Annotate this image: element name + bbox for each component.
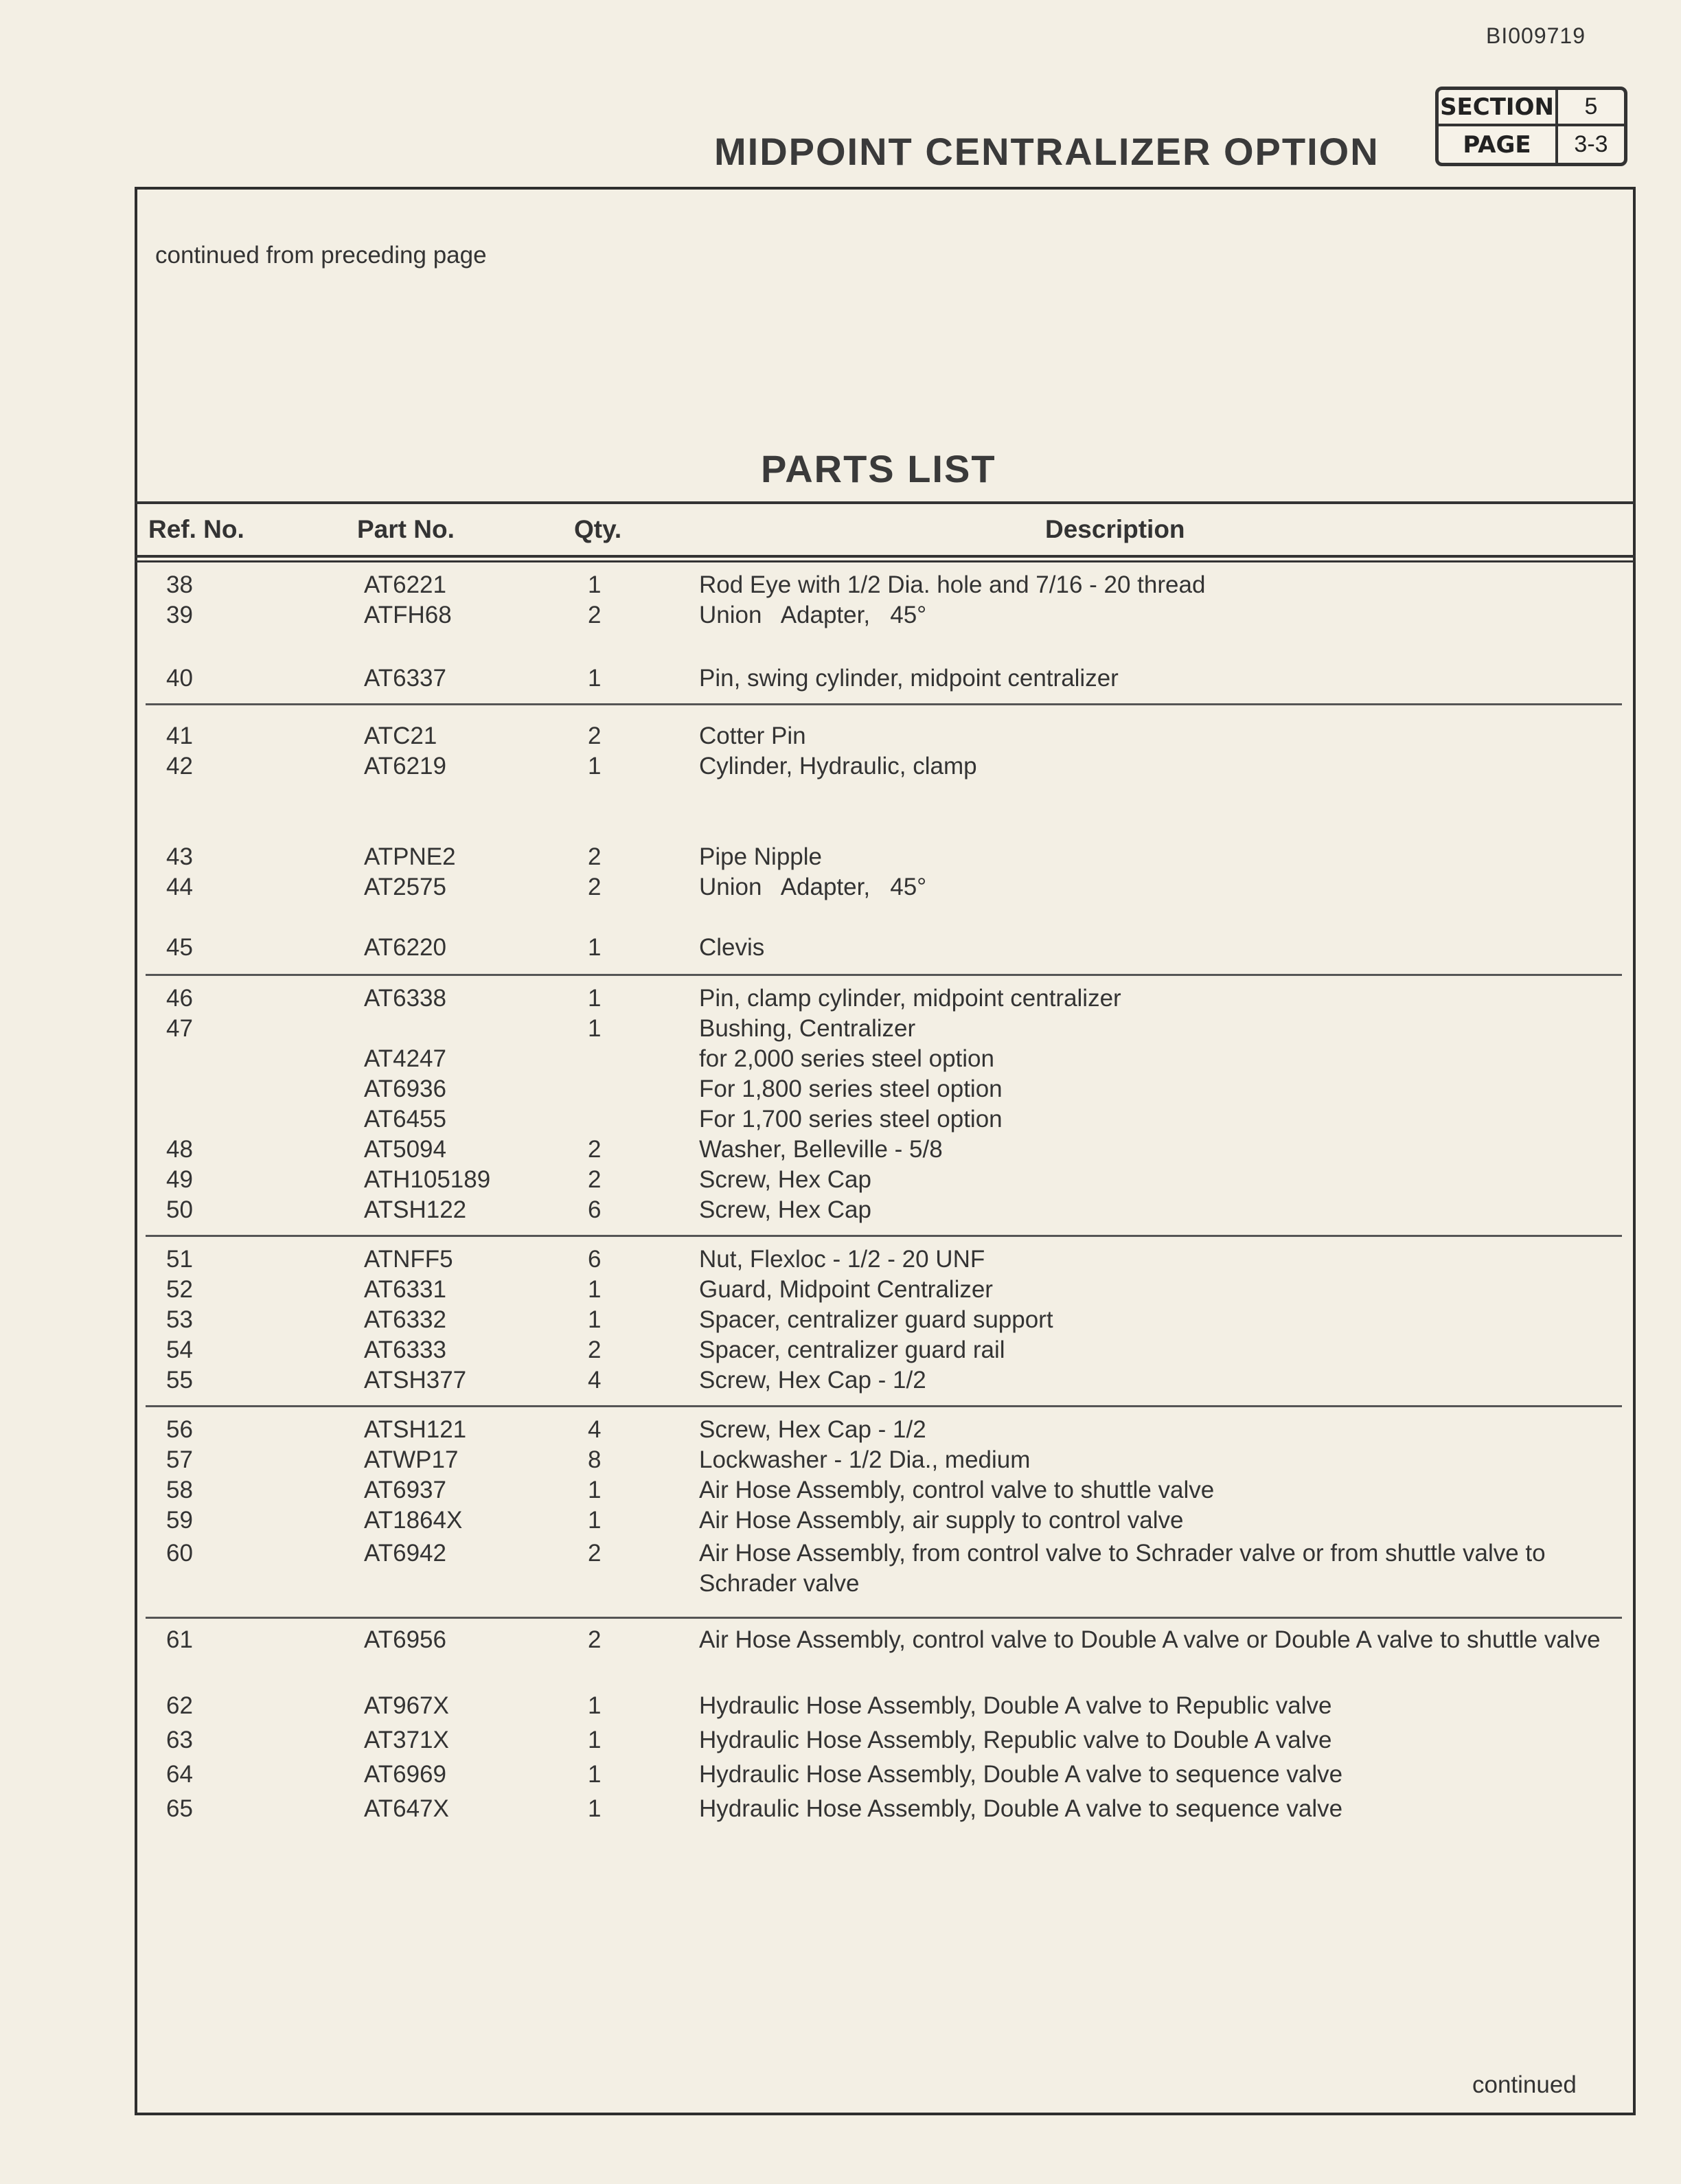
qty: 8 [588,1446,602,1473]
qty: 1 [588,571,602,598]
ref-no: 43 [166,843,193,870]
ref-no: 54 [166,1336,193,1363]
part-no: AT371X [364,1727,449,1753]
description: Spacer, centralizer guard support [699,1306,1053,1333]
ref-no: 38 [166,571,193,598]
description: Screw, Hex Cap - 1/2 [699,1367,926,1394]
page-value: 3-3 [1574,131,1608,157]
group-divider [146,974,1622,976]
ref-no: 47 [166,1015,193,1042]
part-no: AT4247 [364,1045,446,1072]
description: Pin, clamp cylinder, midpoint centralizer [699,985,1121,1012]
part-no: AT6333 [364,1336,446,1363]
qty: 1 [588,985,602,1012]
description: Cotter Pin [699,723,806,749]
qty: 1 [588,665,602,692]
group-divider [146,1617,1622,1619]
part-no: AT1864X [364,1507,463,1534]
part-no: AT6331 [364,1276,446,1303]
description: Screw, Hex Cap [699,1196,871,1223]
qty: 2 [588,1626,602,1653]
qty: 2 [588,1336,602,1363]
ref-no: 39 [166,602,193,628]
ref-no: 45 [166,934,193,961]
part-no: ATNFF5 [364,1246,453,1273]
description: Union Adapter, 45° [699,874,927,900]
qty: 1 [588,1306,602,1333]
ref-no: 44 [166,874,193,900]
ref-no: 56 [166,1416,193,1443]
ref-no: 55 [166,1367,193,1394]
ref-no: 62 [166,1692,193,1719]
part-no: AT6937 [364,1477,446,1503]
ref-no: 59 [166,1507,193,1534]
ref-no: 51 [166,1246,193,1273]
part-no: ATFH68 [364,602,452,628]
qty: 6 [588,1246,602,1273]
qty: 2 [588,1166,602,1193]
ref-no: 57 [166,1446,193,1473]
qty: 2 [588,843,602,870]
description: Clevis [699,934,765,961]
part-no: ATC21 [364,723,437,749]
description: Hydraulic Hose Assembly, Double A valve to Republic valve [699,1692,1332,1719]
description: for 2,000 series steel option [699,1045,994,1072]
description: Nut, Flexloc - 1/2 - 20 UNF [699,1246,985,1273]
qty: 6 [588,1196,602,1223]
ref-no: 53 [166,1306,193,1333]
part-no: ATWP17 [364,1446,459,1473]
description: For 1,700 series steel option [699,1106,1003,1133]
qty: 1 [588,934,602,961]
ref-no: 46 [166,985,193,1012]
part-no: AT6332 [364,1306,446,1333]
part-no: AT6337 [364,665,446,692]
part-no: AT6936 [364,1076,446,1102]
part-no: ATSH122 [364,1196,467,1223]
qty: 2 [588,874,602,900]
qty: 2 [588,602,602,628]
ref-no: 65 [166,1795,193,1822]
qty: 2 [588,723,602,749]
qty: 4 [588,1367,602,1394]
page-title: MIDPOINT CENTRALIZER OPTION [714,130,1380,173]
column-header-part-no: Part No. [357,515,455,543]
ref-no: 60 [166,1540,193,1567]
description: Pin, swing cylinder, midpoint centralizer [699,665,1119,692]
description: Screw, Hex Cap [699,1166,871,1193]
qty: 1 [588,1795,602,1822]
part-no: ATH105189 [364,1166,491,1193]
description: Screw, Hex Cap - 1/2 [699,1416,926,1443]
description: Hydraulic Hose Assembly, Double A valve to sequence valve [699,1795,1343,1822]
continued-note: continued [1472,2071,1577,2098]
column-header-ref-no: Ref. No. [148,515,244,543]
description: Pipe Nipple [699,843,822,870]
part-no: AT5094 [364,1136,446,1163]
qty: 2 [588,1136,602,1163]
ref-no: 58 [166,1477,193,1503]
description: Air Hose Assembly, air supply to control valve [699,1507,1184,1534]
continued-from-note: continued from preceding page [155,242,487,269]
description: Air Hose Assembly, control valve to Double A valve or Double A valve to shuttle valve [699,1626,1601,1653]
group-divider [146,703,1622,705]
group-divider [146,1405,1622,1407]
ref-no: 50 [166,1196,193,1223]
part-no: AT6220 [364,934,446,961]
description: Hydraulic Hose Assembly, Double A valve to sequence valve [699,1761,1343,1788]
description: Washer, Belleville - 5/8 [699,1136,943,1163]
part-no: AT6969 [364,1761,446,1788]
description: Air Hose Assembly, from control valve to Schrader valve or from shuttle valve to Schrader valve [699,1540,1546,1597]
part-no: AT6221 [364,571,446,598]
qty: 1 [588,1015,602,1042]
page-label: PAGE [1439,126,1558,163]
description: Guard, Midpoint Centralizer [699,1276,993,1303]
part-no: AT647X [364,1795,449,1822]
ref-no: 64 [166,1761,193,1788]
description: Cylinder, Hydraulic, clamp [699,753,977,780]
ref-no: 41 [166,723,193,749]
group-divider [146,1235,1622,1237]
part-no: AT967X [364,1692,449,1719]
description: Bushing, Centralizer [699,1015,916,1042]
qty: 1 [588,753,602,780]
qty: 1 [588,1727,602,1753]
ref-no: 52 [166,1276,193,1303]
part-no: ATSH121 [364,1416,467,1443]
qty: 1 [588,1761,602,1788]
qty: 4 [588,1416,602,1443]
parts-list-title: PARTS LIST [761,447,996,490]
description: Rod Eye with 1/2 Dia. hole and 7/16 - 20 thread [699,571,1206,598]
description: Union Adapter, 45° [699,602,927,628]
section-label: SECTION [1439,90,1558,126]
qty: 1 [588,1692,602,1719]
part-no: ATPNE2 [364,843,456,870]
part-no: AT6956 [364,1626,446,1653]
description: Spacer, centralizer guard rail [699,1336,1005,1363]
part-no: AT6338 [364,985,446,1012]
qty: 2 [588,1540,602,1567]
ref-no: 49 [166,1166,193,1193]
document-id: BI009719 [1486,23,1586,48]
description: Air Hose Assembly, control valve to shuttle valve [699,1477,1215,1503]
qty: 1 [588,1507,602,1534]
description: Lockwasher - 1/2 Dia., medium [699,1446,1031,1473]
qty: 1 [588,1276,602,1303]
description: Hydraulic Hose Assembly, Republic valve to Double A valve [699,1727,1332,1753]
part-no: AT6219 [364,753,446,780]
part-no: ATSH377 [364,1367,467,1394]
part-no: AT6455 [364,1106,446,1133]
column-header-description: Description [1045,515,1185,543]
ref-no: 61 [166,1626,193,1653]
qty: 1 [588,1477,602,1503]
part-no: AT6942 [364,1540,446,1567]
ref-no: 63 [166,1727,193,1753]
ref-no: 42 [166,753,193,780]
description: For 1,800 series steel option [699,1076,1003,1102]
ref-no: 48 [166,1136,193,1163]
section-value: 5 [1558,90,1624,126]
ref-no: 40 [166,665,193,692]
column-header-qty: Qty. [574,515,622,543]
part-no: AT2575 [364,874,446,900]
